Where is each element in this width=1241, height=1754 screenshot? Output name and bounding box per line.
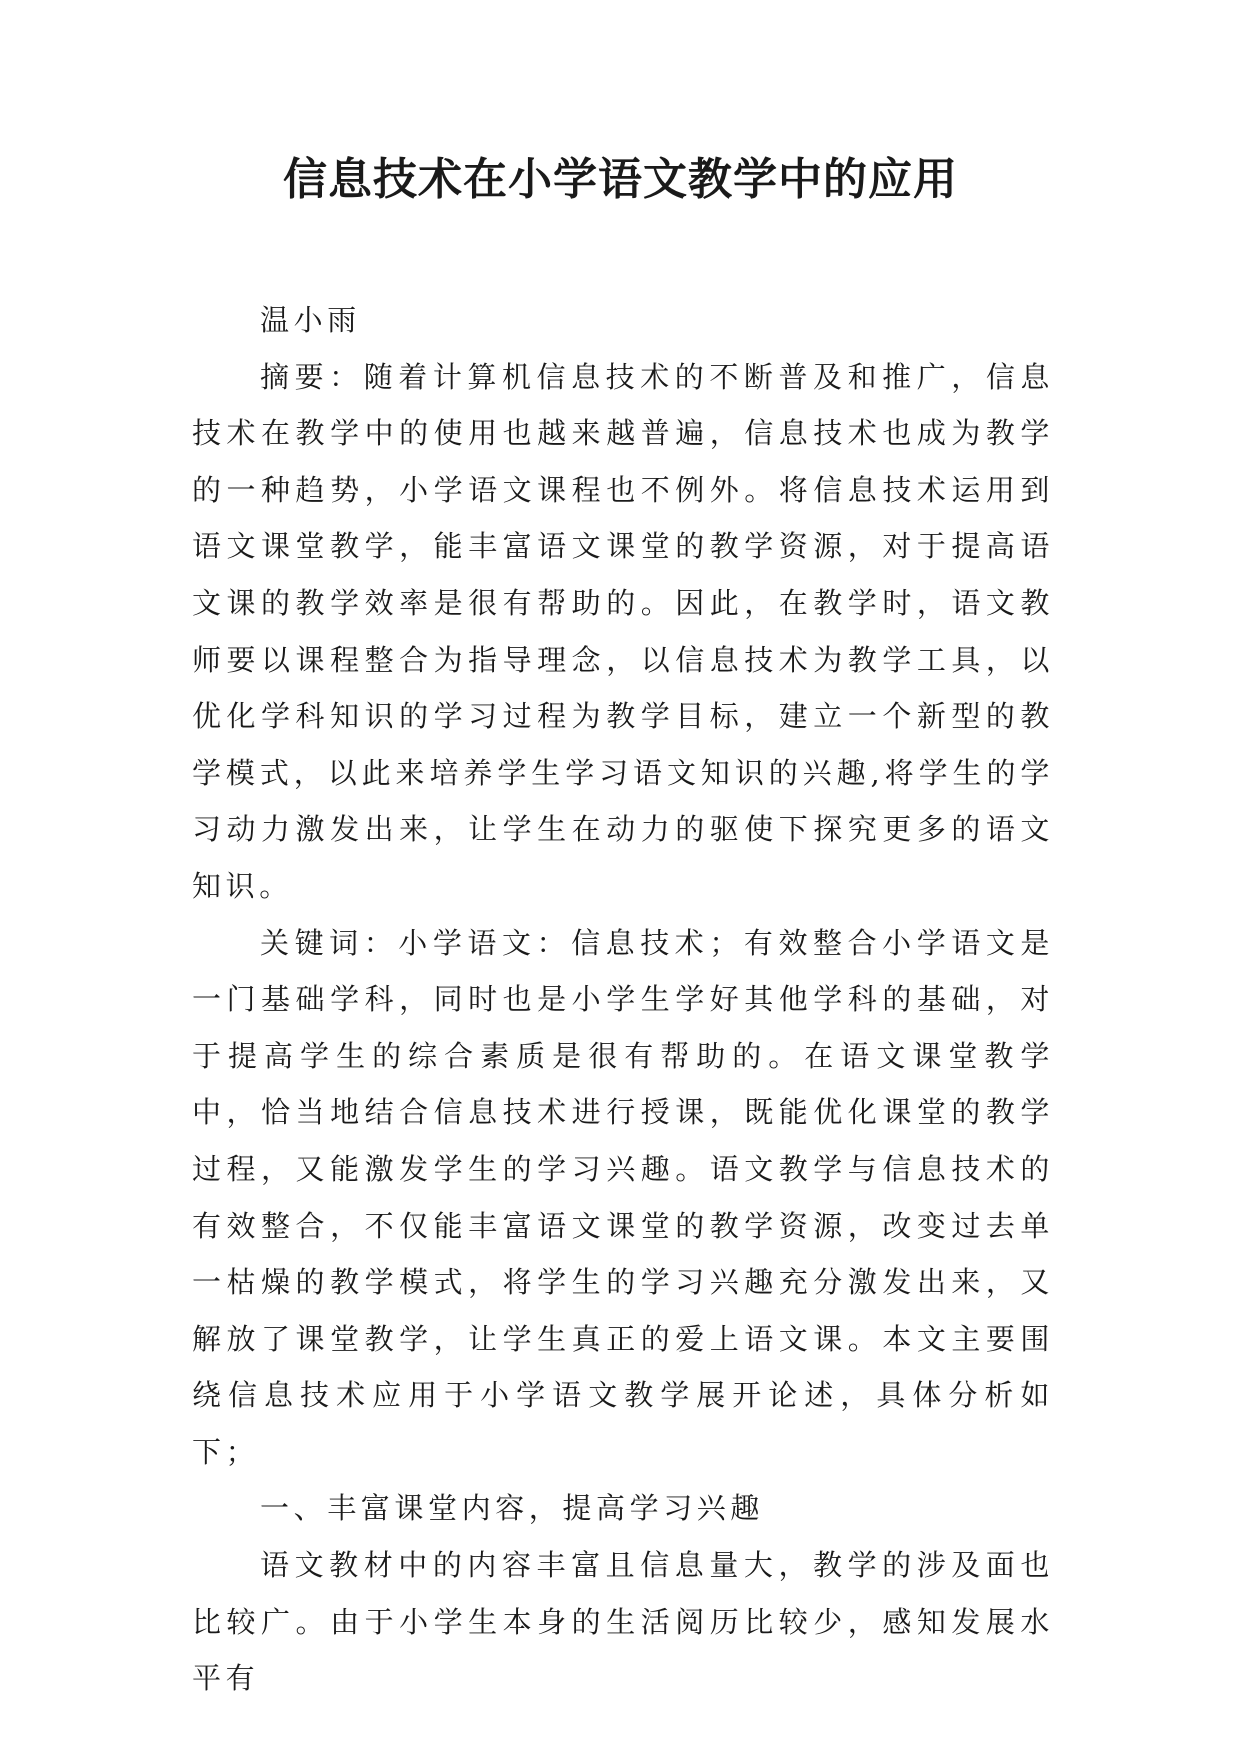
abstract-paragraph: 摘要：随着计算机信息技术的不断普及和推广，信息技术在教学中的使用也越来越普遍，信息技术也成为教学的一种趋势，小学语文课程也不例外。将信息技术运用到语文课堂教学，能丰富语文课堂的教学资源，对于提高语文课的教学效率是很有帮助的。因此，在教学时，语文教师要以课程整合为指导理念，以信息技术为教学工具，以优化学科知识的学习过程为教学目标，建立一个新型的教学模式，以此来培养学生学习语文知识的兴趣,将学生的学习动力激发出来，让学生在动力的驱使下探究更多的语文知识。 xyxy=(192,359,1054,903)
author-name: 温小雨 xyxy=(260,303,361,337)
document-body xyxy=(192,292,1054,1707)
document-title: 信息技术在小学语文教学中的应用 xyxy=(283,154,958,205)
section-paragraph: 语文教材中的内容丰富且信息量大，教学的涉及面也比较广。由于小学生本身的生活阅历比较少，感知发展水平有 xyxy=(192,1548,1054,1696)
keywords-paragraph: 关键词：小学语文：信息技术；有效整合小学语文是一门基础学科，同时也是小学生学好其他学科的基础，对于提高学生的综合素质是很有帮助的。在语文课堂教学中，恰当地结合信息技术进行授课，既能优化课堂的教学过程，又能激发学生的学习兴趣。语文教学与信息技术的有效整合，不仅能丰富语文课堂的教学资源，改变过去单一枯燥的教学模式，将学生的学习兴趣充分激发出来，又解放了课堂教学，让学生真正的爱上语文课。本文主要围绕信息技术应用于小学语文教学展开论述，具体分析如下； xyxy=(192,925,1054,1469)
section-heading: 一、丰富课堂内容，提高学习兴趣 xyxy=(260,1491,765,1526)
